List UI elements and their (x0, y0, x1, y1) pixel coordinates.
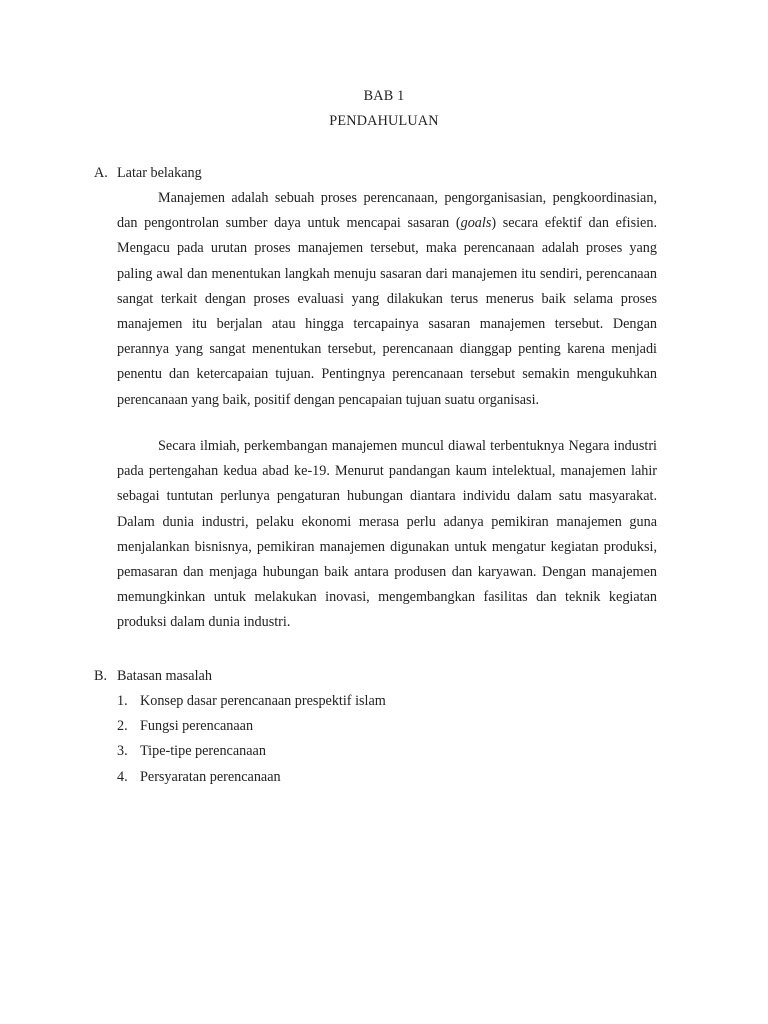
section-heading-latar-belakang (94, 163, 202, 183)
chapter-title: PENDAHULUAN (329, 113, 439, 129)
section-heading-batasan-masalah (94, 666, 212, 686)
list-item-number: 2. (117, 718, 128, 735)
list-item (117, 765, 386, 790)
paragraph-text-start: Manajemen adalah sebuah proses perencanaan, pengorganisasian, pengkoordinasian, dan pengontrolan sumber daya untuk mencapai sasaran ( (117, 190, 657, 232)
goals-term: goals (460, 215, 492, 232)
section-title: Latar belakang (117, 165, 202, 181)
list-item (117, 689, 386, 714)
section-title: Batasan masalah (117, 668, 212, 684)
section-letter: A. (94, 165, 108, 181)
problem-list (117, 689, 386, 790)
list-item (117, 739, 386, 764)
list-item-number: 3. (117, 743, 128, 760)
list-item-number: 4. (117, 768, 128, 785)
list-item-text: Persyaratan perencanaan (140, 768, 281, 785)
list-item-text: Tipe-tipe perencanaan (140, 743, 266, 760)
chapter-number: BAB 1 (363, 88, 405, 104)
list-item-text: Fungsi perencanaan (140, 718, 254, 735)
list-item-text: Konsep dasar perencanaan prespektif islam (140, 693, 386, 709)
paragraph-text-end: ) secara efektif dan efisien. Mengacu pada urutan proses manajemen tersebut, maka perencanaan adalah proses yang paling awal dan menentukan langkah menuju sasaran dari manajemen itu sendiri, perencanaan sangat terkait dengan proses evaluasi yang dilakukan terus menerus baik selama proses manajemen itu berjalan atau hingga tercapainya sasaran manajemen tersebut. Dengan perannya yang sangat menentukan tersebut, perencanaan dianggap penting karena menjadi penentu dan ketercapaian tujuan. Pentingnya perencanaan tersebut semakin mengukuhkan perencanaan yang baik, positif dengan pencapaian tujuan suatu organisasi. (117, 215, 657, 408)
paragraph-manajemen (117, 186, 657, 413)
paragraph-perkembangan-manajemen: Secara ilmiah, perkembangan manajemen muncul diawal terbentuknya Negara industri pada pertengahan kedua abad ke-19. Menurut pandangan kaum intelektual, manajemen lahir sebagai tuntutan perlunya pengaturan hubungan diantara individu dalam satu masyarakat. Dalam dunia industri, pelaku ekonomi merasa perlu adanya pemikiran manajemen guna menjalankan bisnisnya, pemikiran manajemen digunakan untuk mengatur kegiatan produksi, pemasaran dan menjaga hubungan baik antara produsen dan karyawan. Dengan manajemen memungkinkan untuk melakukan inovasi, mengembangkan fasilitas dan teknik kegiatan produksi dalam dunia industri. (117, 438, 657, 631)
section-letter: B. (94, 668, 108, 684)
list-item (117, 714, 386, 739)
list-item-number: 1. (117, 693, 128, 709)
